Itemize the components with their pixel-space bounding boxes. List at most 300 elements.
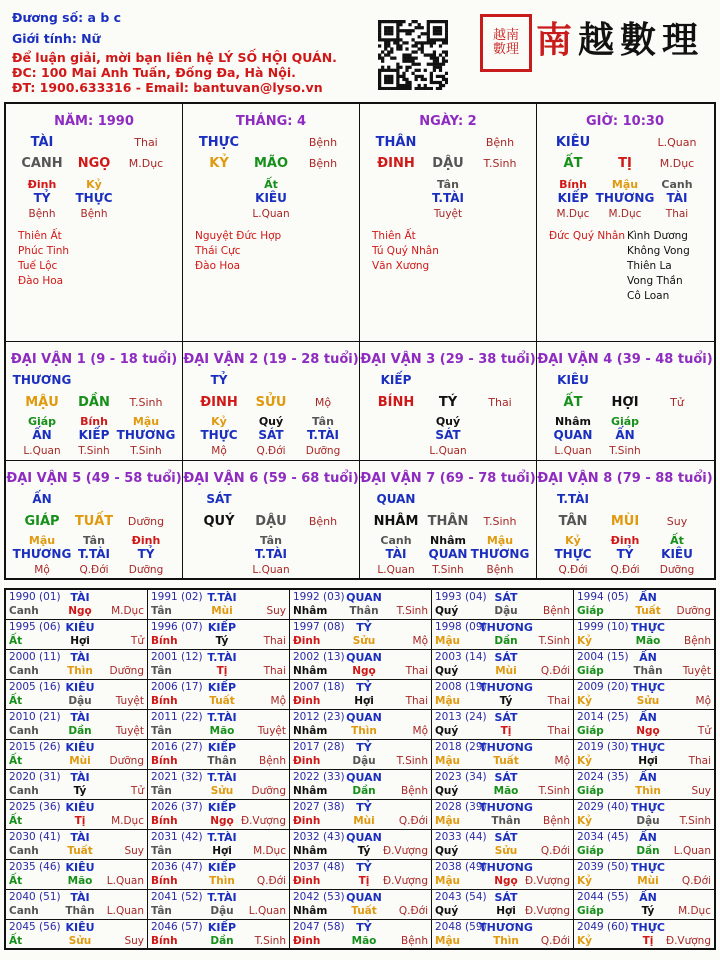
year-cell [432,680,574,710]
year-label: 2000 (11) [9,651,61,663]
hidden-ten-god: THƯƠNG [470,547,530,561]
year-branch: Dậu [494,605,518,617]
year-ten-god: KIÊU [65,741,95,754]
branch-stage: Bệnh [308,515,338,528]
year-ten-god: ẤN [639,891,657,904]
year-branch: Tý [215,635,229,647]
heavenly-stem: QUÝ [203,514,235,529]
year-cell [432,800,574,830]
year-cell [6,590,148,620]
luck-period-title: ĐẠI VẬN 8 (79 - 88 tuổi) [537,471,713,486]
gender: Giới tính: Nữ [12,31,101,46]
year-label: 2049 (60) [577,921,629,933]
year-stem: Đinh [293,815,321,827]
year-stem: Bính [151,935,178,947]
year-branch: Sửu [494,845,518,857]
year-stem: Quý [435,725,459,737]
hidden-ten-god: THƯƠNG [12,547,72,561]
hidden-ten-god: T.TÀI [307,428,339,442]
star: Cô Loan [627,290,670,302]
year-stem: Nhâm [293,605,328,617]
hidden-ten-god: THỰC [75,191,113,205]
hidden-stage: T.Sinh [130,445,162,457]
ten-god-stem: QUAN [376,492,416,506]
year-branch: Dậu [68,695,92,707]
year-stem: Kỷ [577,695,592,707]
hidden-ten-god: T.TÀI [255,547,287,561]
year-stage: Q.Đới [681,875,711,887]
year-label: 2027 (38) [293,801,345,813]
year-ten-god: KIẾP [207,801,237,814]
year-label: 2024 (35) [577,771,629,783]
year-cell [574,680,714,710]
year-stage: T.Sinh [538,635,570,647]
luck-period-title: ĐẠI VẬN 3 (29 - 38 tuổi) [360,352,536,367]
year-cell [432,590,574,620]
year-label: 2016 (27) [151,741,203,753]
year-branch: Mão [635,635,661,647]
star: Thiên Ất [372,230,416,242]
year-cell [290,710,432,740]
year-label: 2046 (57) [151,921,203,933]
hidden-ten-god: ẤN [32,428,52,442]
year-cell [148,860,290,890]
hidden-stage: L.Quan [23,445,61,457]
hidden-ten-god: TỶ [137,547,155,561]
hidden-stage: Bệnh [80,208,108,220]
heavenly-stem: ẤT [563,395,583,410]
year-stage: Dưỡng [109,665,144,677]
year-stem: Canh [9,605,39,617]
ten-god-stem: THÂN [375,135,417,150]
year-cell [574,620,714,650]
branch-stage: Thai [488,396,512,409]
year-stem: Mậu [435,755,461,767]
year-ten-god: SÁT [494,831,518,844]
hidden-ten-god: SÁT [258,428,284,442]
pillar-chart [4,102,716,580]
year-branch: Dậu [636,815,660,827]
year-stem: Kỷ [577,875,592,887]
year-ten-god: ẤN [639,591,657,604]
year-branch: Mão [493,785,519,797]
star: Thiên Ất [18,230,62,242]
year-branch: Dần [494,635,518,647]
year-label: 2010 (21) [9,711,61,723]
year-stage: Bệnh [684,635,711,647]
earthly-branch: NGỌ [77,156,111,171]
year-label: 2015 (26) [9,741,61,753]
year-cell [148,770,290,800]
hidden-stage: Dưỡng [659,564,695,576]
year-stem: Bính [151,695,178,707]
hidden-ten-god: THỰC [200,428,238,442]
year-stem: Mậu [435,815,461,827]
year-stem: Mậu [435,695,461,707]
star: Kình Dương [627,230,688,242]
year-stage: Thai [405,665,428,677]
ten-god-stem: TỶ [210,373,228,387]
year-stage: T.Sinh [254,935,286,947]
year-label: 1995 (06) [9,621,61,633]
year-stage: M.Dục [111,605,144,617]
hidden-stem: Tân [83,534,105,547]
year-stem: Nhâm [293,905,328,917]
year-cell [432,890,574,920]
year-stage: Dưỡng [676,605,711,617]
year-stem: Giáp [577,845,604,857]
hidden-stem: Ất [670,534,684,547]
hidden-ten-god: THỰC [554,547,592,561]
year-cell [290,590,432,620]
year-stage: M.Dục [253,845,286,857]
year-cell [148,740,290,770]
year-cell [574,860,714,890]
hidden-stage: Bệnh [28,208,56,220]
year-label: 2019 (30) [577,741,629,753]
year-stem: Ất [9,755,23,767]
year-cell [6,620,148,650]
year-ten-god: QUAN [346,651,382,664]
year-label: 2028 (39) [435,801,487,813]
hidden-stage: M.Dục [556,208,590,220]
year-label: 1993 (04) [435,591,487,603]
hidden-stem: Bính [559,178,587,191]
year-stage: Suy [266,605,286,617]
contact-note: Để luận giải, mời bạn liên hệ LÝ SỐ HỘI QUÁN. [12,50,337,65]
hidden-stem: Canh [661,178,693,191]
year-branch: Tị [74,815,86,827]
earthly-branch: MÃO [253,156,289,171]
year-cell [148,590,290,620]
year-cell [148,800,290,830]
year-stage: Q.Đới [398,815,428,827]
year-stage: Mộ [412,725,428,737]
hidden-stem: Tân [312,415,334,428]
hidden-ten-god: T.TÀI [432,191,464,205]
hidden-stem: Giáp [27,415,57,428]
year-branch: Tị [642,935,654,947]
star: Vong Thần [627,275,683,287]
year-branch: Mùi [353,815,375,827]
year-cell [290,770,432,800]
year-stage: Đ.Vượng [382,845,428,857]
branch-stage: Bệnh [308,157,338,170]
year-ten-god: TÀI [70,591,90,604]
year-stem: Đinh [293,695,321,707]
year-ten-god: THỰC [631,741,665,754]
heavenly-stem: ĐINH [200,395,238,410]
year-label: 2042 (53) [293,891,345,903]
year-label: 2009 (20) [577,681,629,693]
hidden-ten-god: QUAN [553,428,593,442]
year-stem: Nhâm [293,725,328,737]
year-stage: Suy [124,935,144,947]
year-stem: Mậu [435,635,461,647]
hidden-stem: Bính [80,415,108,428]
year-branch: Mùi [495,665,517,677]
year-label: 1996 (07) [151,621,203,633]
year-stem: Giáp [577,605,604,617]
year-stage: L.Quan [106,875,144,887]
hidden-stage: L.Quan [252,208,290,220]
year-stage: Q.Đới [540,845,570,857]
star: Tú Quý Nhân [372,245,439,257]
star: Nguyệt Đức Hợp [195,230,282,242]
branch-stage: T.Sinh [483,515,517,528]
year-stage: M.Dục [111,815,144,827]
year-ten-god: THƯƠNG [479,921,533,934]
year-cell [148,890,290,920]
hidden-stem: Đinh [27,178,57,191]
year-ten-god: ẤN [639,711,657,724]
brand-char: 數 [620,19,663,61]
year-cell [6,710,148,740]
year-ten-god: QUAN [346,591,382,604]
year-stage: Mộ [695,695,711,707]
year-ten-god: T.TÀI [207,711,237,724]
year-stem: Nhâm [293,785,328,797]
luck-period-cell [183,461,360,580]
year-cell [290,740,432,770]
year-label: 2023 (34) [435,771,487,783]
luck-period-title: ĐẠI VẬN 1 (9 - 18 tuổi) [10,352,178,367]
hidden-stem: Đinh [131,534,161,547]
year-label: 2048 (59) [435,921,487,933]
year-label: 2026 (37) [151,801,203,813]
year-branch: Hợi [70,635,90,647]
year-branch: Mão [209,725,235,737]
ten-god-stem: THỰC [198,135,240,150]
year-ten-god: SÁT [494,711,518,724]
luck-period-cell [360,342,537,461]
year-label: 2012 (23) [293,711,345,723]
year-stage: Đ.Vượng [524,875,570,887]
year-label: 2030 (41) [9,831,61,843]
hidden-stage: L.Quan [377,564,415,576]
year-ten-god: TÀI [70,711,90,724]
year-label: 2025 (36) [9,801,61,813]
year-branch: Tuất [493,755,519,767]
year-stage: L.Quan [248,905,286,917]
branch-stage: M.Dục [659,157,695,170]
earthly-branch: TỊ [618,156,632,171]
year-cell [6,650,148,680]
year-ten-god: KIÊU [65,861,95,874]
hidden-stage: T.Sinh [432,564,464,576]
year-branch: Ngọ [68,605,92,617]
earthly-branch: THÂN [427,514,469,529]
year-stage: M.Dục [678,905,711,917]
hidden-stage: M.Dục [608,208,642,220]
year-label: 2011 (22) [151,711,203,723]
year-stage: Suy [691,785,711,797]
year-stage: Tử [130,785,144,797]
hidden-stage: T.Sinh [609,445,641,457]
year-stem: Ất [9,695,23,707]
year-stage: Q.Đới [540,665,570,677]
year-branch: Tị [500,725,512,737]
year-stage: Đ.Vượng [382,875,428,887]
year-stage: T.Sinh [679,815,711,827]
hidden-stem: Tân [437,178,459,191]
year-ten-god: THƯƠNG [479,861,533,874]
year-branch: Tị [358,875,370,887]
year-stage: Thai [263,635,286,647]
year-stem: Bính [151,875,178,887]
year-stage: Q.Đới [540,935,570,947]
year-label: 2020 (31) [9,771,61,783]
year-label: 1991 (02) [151,591,203,603]
year-stage: Bệnh [259,755,286,767]
year-ten-god: KIẾP [207,741,237,754]
year-stage: Thai [688,755,711,767]
brand-logo [536,12,704,63]
year-stage: Tuyệt [682,665,711,677]
year-stem: Mậu [435,875,461,887]
year-ten-god: SÁT [494,651,518,664]
year-label: 2031 (42) [151,831,203,843]
year-branch: Tuất [67,845,93,857]
year-ten-god: QUAN [346,891,382,904]
ten-god-stem: KIẾP [380,373,412,387]
heavenly-stem: BÍNH [377,395,415,410]
year-ten-god: KIẾP [207,681,237,694]
year-cell [148,680,290,710]
year-cell [574,740,714,770]
year-cell [148,650,290,680]
pillar-cell [6,104,183,342]
year-ten-god: KIẾP [207,621,237,634]
year-stage: Dưỡng [109,755,144,767]
branch-stage: Tử [670,396,684,409]
year-stage: L.Quan [106,905,144,917]
star: Phúc Tinh [18,245,70,257]
year-cell [432,710,574,740]
year-stem: Kỷ [577,635,592,647]
year-cell [574,890,714,920]
year-ten-god: THỰC [631,801,665,814]
year-ten-god: T.TÀI [207,831,237,844]
luck-period-title: ĐẠI VẬN 2 (19 - 28 tuổi) [183,352,359,367]
year-branch: Tuất [209,695,235,707]
hidden-stem: Đinh [610,534,640,547]
hidden-stage: Mộ [211,445,227,457]
year-label: 2013 (24) [435,711,487,723]
luck-period-title: ĐẠI VẬN 4 (39 - 48 tuổi) [537,352,713,367]
year-cell [148,920,290,950]
heavenly-stem: MẬU [25,395,59,410]
year-ten-god: SÁT [494,771,518,784]
year-cell [290,860,432,890]
year-branch: Tý [73,785,87,797]
year-ten-god: THỰC [631,681,665,694]
year-cell [6,860,148,890]
star: Đào Hoa [195,260,241,272]
hidden-stem: Tân [260,534,282,547]
year-branch: Tuất [351,905,377,917]
pillar-title: THÁNG: 4 [235,114,307,129]
year-stage: T.Sinh [396,755,428,767]
hidden-stage: Dưỡng [305,445,341,457]
year-label: 2036 (47) [151,861,203,873]
year-branch: Mùi [211,605,233,617]
year-label: 2008 (19) [435,681,487,693]
year-cell [432,620,574,650]
year-cell [290,800,432,830]
year-cell [6,680,148,710]
year-ten-god: QUAN [346,711,382,724]
hidden-ten-god: KIẾP [78,428,110,442]
luck-period-title: ĐẠI VẬN 5 (49 - 58 tuổi) [6,471,182,486]
heavenly-stem: GIÁP [24,514,60,529]
year-stage: Tuyệt [257,725,286,737]
year-label: 2029 (40) [577,801,629,813]
year-stem: Tân [151,725,172,737]
year-stem: Kỷ [577,815,592,827]
hidden-ten-god: SÁT [435,428,461,442]
year-label: 2043 (54) [435,891,487,903]
hidden-ten-god: KIÊU [661,547,693,561]
year-cell [574,800,714,830]
year-cell [6,890,148,920]
stem-stage: Bệnh [308,136,338,149]
heavenly-stem: ĐINH [377,156,415,171]
ten-god-stem: KIÊU [557,373,589,387]
hidden-stem: Kỷ [565,534,581,547]
star: Đào Hoa [18,275,64,287]
year-stage: Suy [124,845,144,857]
hidden-stem: Quý [258,415,284,428]
year-cell [290,650,432,680]
hidden-ten-god: KIÊU [255,191,287,205]
year-label: 2039 (50) [577,861,629,873]
year-branch: Dậu [352,755,376,767]
year-ten-god: T.TÀI [207,771,237,784]
year-stem: Giáp [577,785,604,797]
year-stem: Giáp [577,905,604,917]
hidden-stem: Mậu [132,415,160,428]
hidden-stage: Q.Đới [610,564,640,576]
year-label: 2038 (49) [435,861,487,873]
year-stem: Canh [9,845,39,857]
year-branch: Tuất [635,605,661,617]
year-ten-god: QUAN [346,831,382,844]
year-stem: Đinh [293,755,321,767]
hidden-ten-god: TÀI [666,191,688,205]
year-stage: Mộ [412,635,428,647]
year-label: 2017 (28) [293,741,345,753]
year-branch: Dần [210,935,234,947]
hidden-stage: Q.Đới [79,564,109,576]
year-stage: Tuyệt [115,725,144,737]
hidden-stage: L.Quan [554,445,592,457]
year-stem: Bính [151,635,178,647]
earthly-branch: DẦN [78,395,110,410]
year-stem: Canh [9,665,39,677]
seal-text: 越南數理 [492,28,519,57]
luck-period-title: ĐẠI VẬN 6 (59 - 68 tuổi) [183,471,359,486]
year-ten-god: KIÊU [65,921,95,934]
year-stage: Q.Đới [256,875,286,887]
year-stage: Đ.Vượng [524,905,570,917]
year-stage: Q.Đới [398,905,428,917]
year-stem: Canh [9,905,39,917]
hidden-ten-god: THƯƠNG [595,191,655,205]
year-branch: Tị [216,665,228,677]
year-ten-god: TỶ [356,681,372,694]
branch-stage: T.Sinh [129,396,163,409]
